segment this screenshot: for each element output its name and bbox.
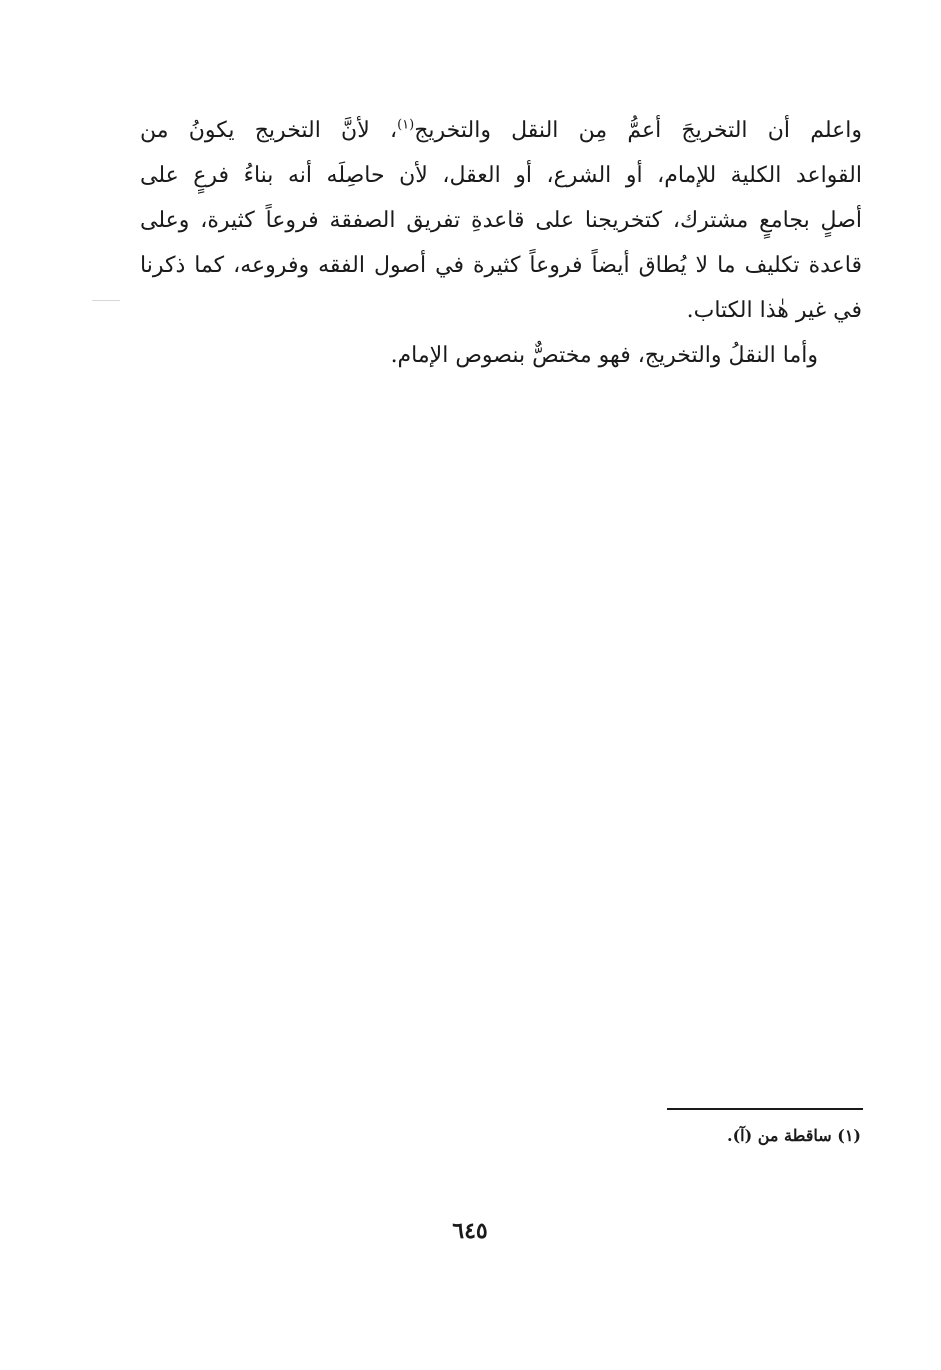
body-line-2: القواعد الكلية للإمام، أو الشرع، أو العقل، لأن حاصِلَه أنه بناءُ فرعٍ على bbox=[140, 163, 862, 188]
body-line-1-tail: ، لأنَّ التخريج يكونُ من bbox=[140, 118, 398, 143]
footnote-separator bbox=[667, 1108, 863, 1110]
footnote: (١) ساقطة من (آ). bbox=[727, 1126, 861, 1145]
body-line-4: قاعدة تكليف ما لا يُطاق أيضاً فروعاً كثيرة في أصول الفقه وفروعه، كما ذكرنا bbox=[140, 253, 862, 278]
body-line-5: في غير هٰذا الكتاب. bbox=[686, 298, 862, 323]
body-line-1 bbox=[140, 108, 862, 153]
body-text bbox=[140, 108, 862, 378]
footnote-reference: (١) bbox=[397, 117, 415, 133]
body-line-3: أصلٍ بجامعٍ مشترك، كتخريجنا على قاعدةِ تفريق الصفقة فروعاً كثيرة، وعلى bbox=[140, 208, 862, 233]
body-line-6: وأما النقلُ والتخريج، فهو مختصٌّ بنصوص الإمام. bbox=[390, 343, 818, 368]
scan-speck bbox=[92, 300, 120, 301]
body-line-1-head: واعلم أن التخريجَ أعمُّ مِن النقل والتخريج bbox=[414, 118, 862, 143]
page-number: ٦٤٥ bbox=[452, 1218, 488, 1244]
